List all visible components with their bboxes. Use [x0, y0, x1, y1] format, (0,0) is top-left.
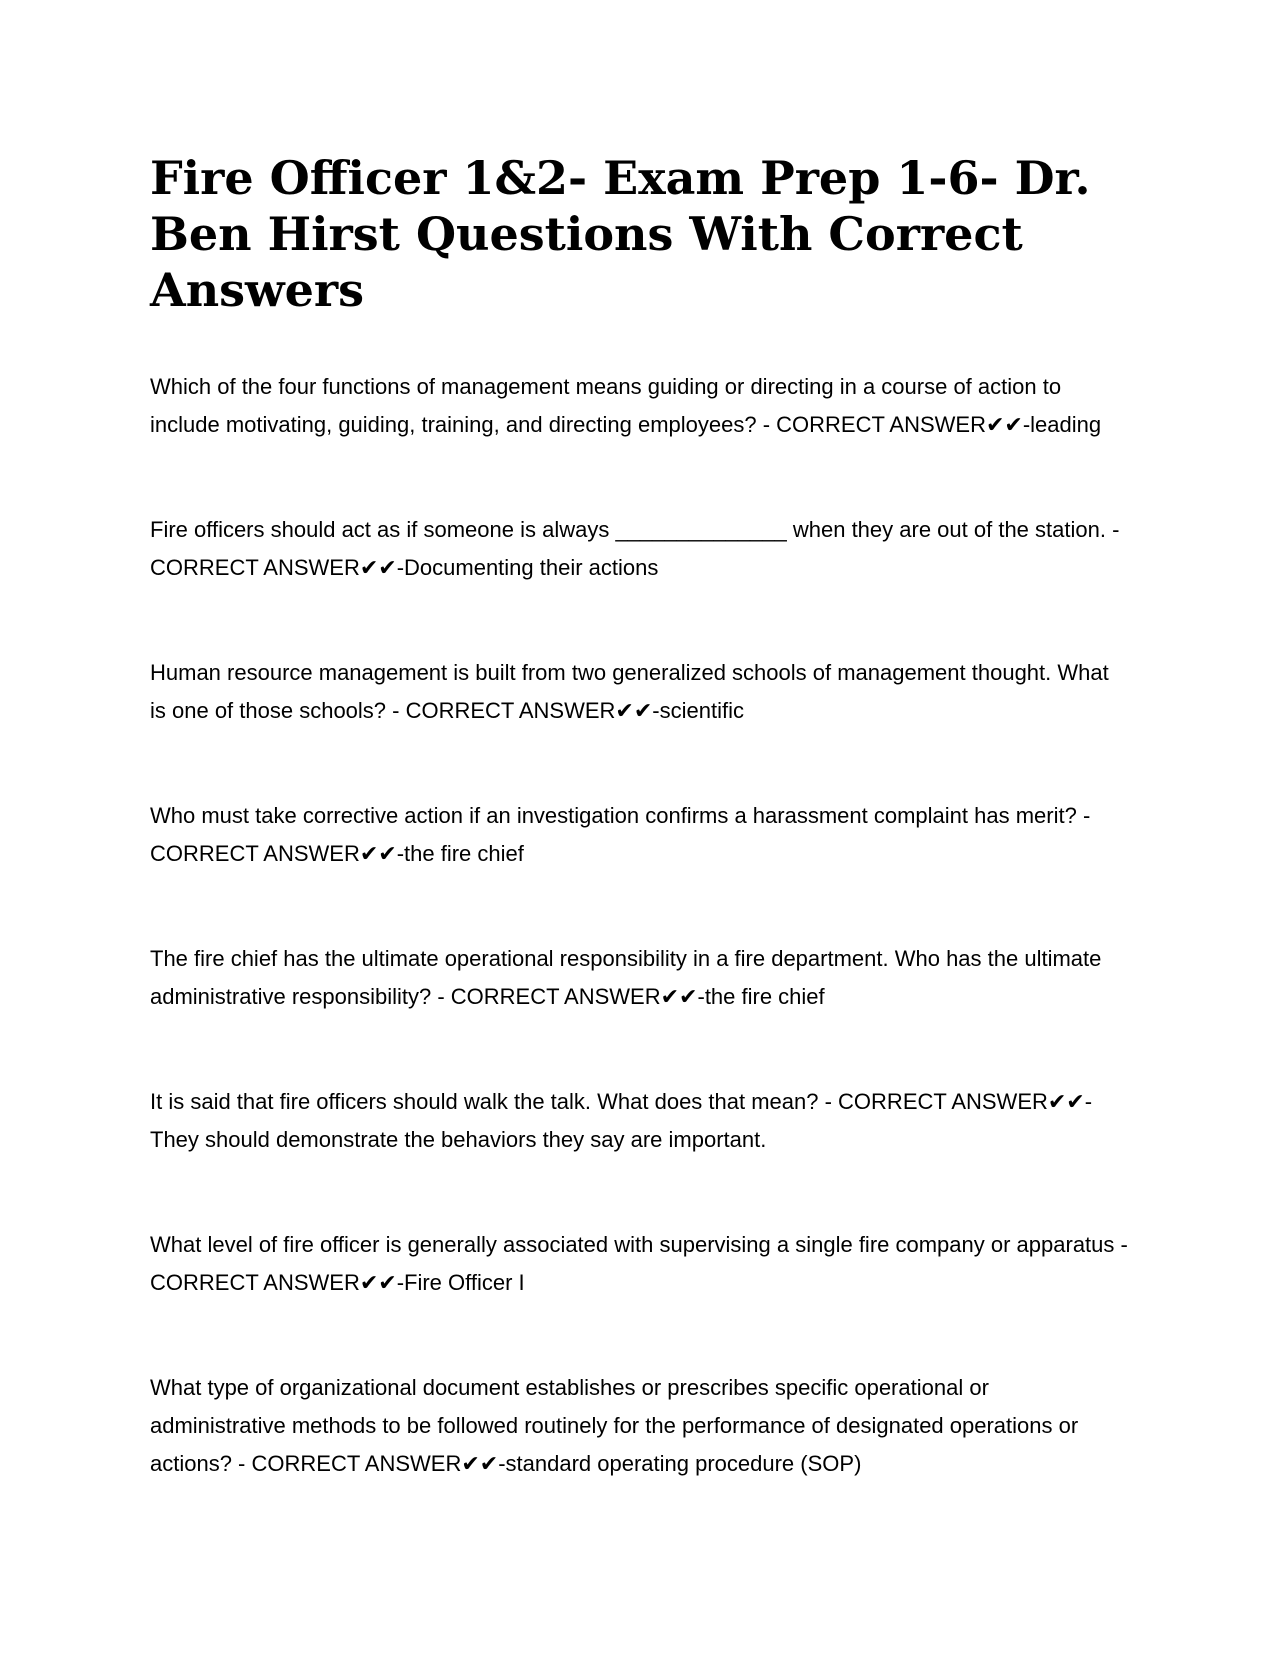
document-page — [150, 150, 1130, 1550]
qa-item: It is said that fire officers should walk the talk. What does that mean? - CORRECT ANSWER✔✔-They should demonstrate the behaviors they say are important. — [150, 1089, 1093, 1152]
qa-item: What type of organizational document establishes or prescribes specific operational or administrative methods to be followed routinely for the performance of designated operations or actions? - CORRECT ANSWER✔✔-standard operating procedure (SOP) — [150, 1375, 1079, 1476]
qa-item: Fire officers should act as if someone is always ______________ when they are out of the station. - CORRECT ANSWER✔✔-Documenting their actions — [150, 517, 1120, 580]
qa-item: Human resource management is built from two generalized schools of management thought. What is one of those schools? - CORRECT ANSWER✔✔-scientific — [150, 660, 1109, 723]
qa-item: The fire chief has the ultimate operational responsibility in a fire department. Who has the ultimate administrative responsibility? - CORRECT ANSWER✔✔-the fire chief — [150, 946, 1102, 1009]
qa-item: What level of fire officer is generally associated with supervising a single fire company or apparatus - CORRECT ANSWER✔✔-Fire Officer I — [150, 1232, 1128, 1295]
qa-item: Which of the four functions of management means guiding or directing in a course of action to include motivating, guiding, training, and directing employees? - CORRECT ANSWER✔✔-leading — [150, 374, 1102, 437]
qa-item: Who must take corrective action if an investigation confirms a harassment complaint has merit? - CORRECT ANSWER✔✔-the fire chief — [150, 803, 1091, 866]
document-title: Fire Officer 1&2- Exam Prep 1-6- Dr. Ben Hirst Questions With Correct Answers — [150, 151, 1091, 317]
